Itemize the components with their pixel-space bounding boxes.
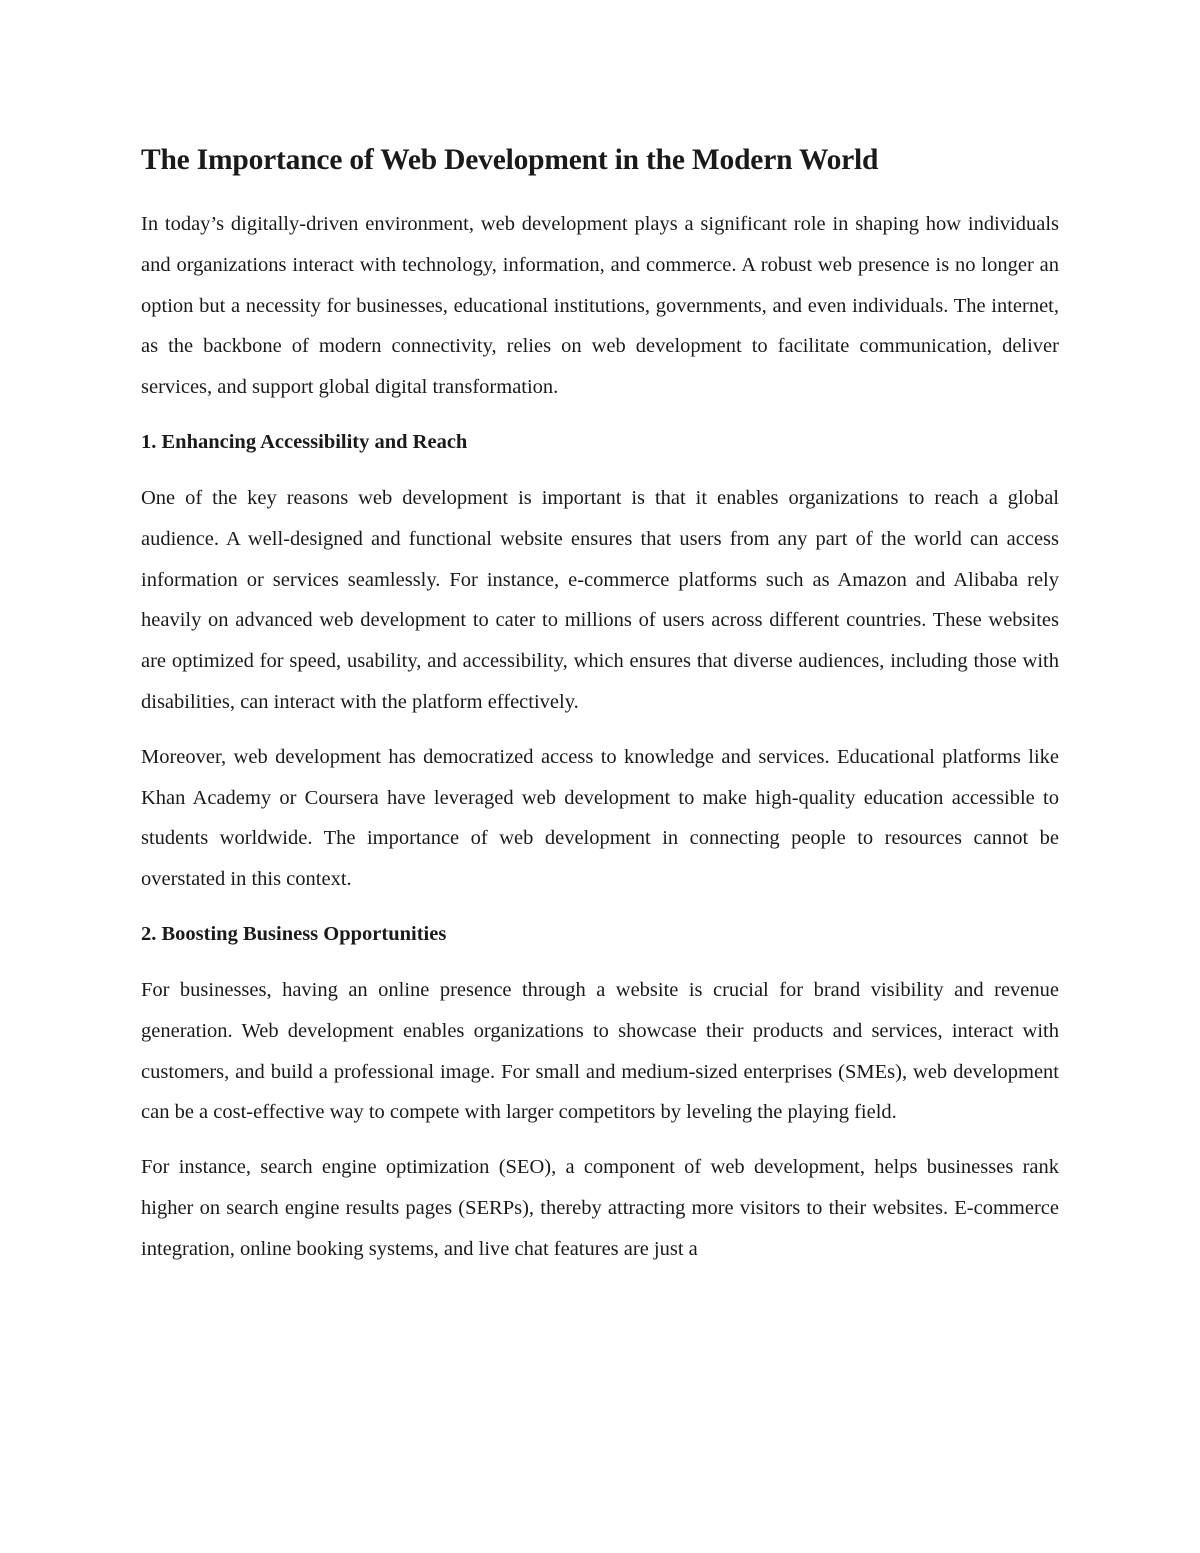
section-business — [141, 914, 1059, 1270]
intro-paragraph: In today’s digitally-driven environment, web development plays a significant role in shaping how individuals and organizations interact with technology, information, and commerce. A robust web presence is no longer an option but a necessity for businesses, educational institutions, governments, and even individuals. The internet, as the backbone of modern connectivity, relies on web development to facilitate communication, deliver services, and support global digital transformation. — [141, 213, 1059, 399]
section-heading: 1. Enhancing Accessibility and Reach — [141, 430, 468, 453]
body-paragraph: For instance, search engine optimization (SEO), a component of web development, helps businesses rank higher on search engine results pages (SERPs), thereby attracting more visitors to their websites. E-commerce integration, online booking systems, and live chat features are just a — [141, 1156, 1059, 1260]
body-paragraph: One of the key reasons web development is important is that it enables organizations to reach a global audience. A well-designed and functional website ensures that users from any part of the world can access information or services seamlessly. For instance, e-commerce platforms such as Amazon and Alibaba rely heavily on advanced web development to cater to millions of users across different countries. These websites are optimized for speed, usability, and accessibility, which ensures that diverse audiences, including those with disabilities, can interact with the platform effectively. — [141, 486, 1059, 713]
document-page — [141, 140, 1059, 1284]
body-paragraph: For businesses, having an online presence through a website is crucial for brand visibility and revenue generation. Web development enables organizations to showcase their products and services, interact with customers, and build a professional image. For small and medium-sized enterprises (SMEs), web development can be a cost-effective way to compete with larger competitors by leveling the playing field. — [141, 978, 1059, 1124]
page-title: The Importance of Web Development in the Modern World — [141, 144, 879, 176]
section-accessibility — [141, 422, 1059, 900]
body-paragraph: Moreover, web development has democratized access to knowledge and services. Educational platforms like Khan Academy or Coursera have leveraged web development to make high-quality education accessible to students worldwide. The importance of web development in connecting people to resources cannot be overstated in this context. — [141, 745, 1059, 891]
section-heading: 2. Boosting Business Opportunities — [141, 922, 447, 945]
